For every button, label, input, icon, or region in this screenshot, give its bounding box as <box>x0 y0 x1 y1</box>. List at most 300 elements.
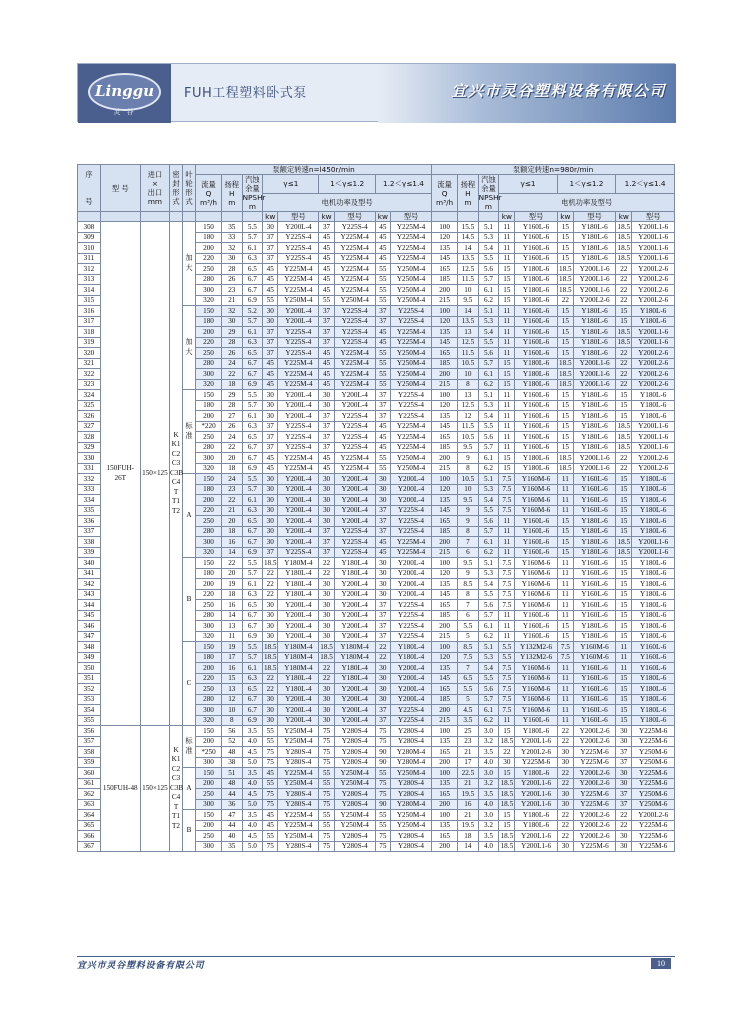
cell-g1-kw-980: 11 <box>499 390 515 401</box>
cell-g2-kw-980: 15 <box>557 442 573 453</box>
cell-g1-kw-1450: 37 <box>263 327 278 338</box>
cell-flow-980: 165 <box>432 516 458 527</box>
cell-npsh-1450: 5.7 <box>242 568 263 579</box>
cell-flow-1450: 220 <box>196 337 222 348</box>
cell-g1-kw-980: 15 <box>499 264 515 275</box>
cell-g3-kw-980: 15 <box>616 526 632 537</box>
cell-seq: 361 <box>78 778 101 789</box>
cell-flow-980: 165 <box>432 684 458 695</box>
cell-g1-type-980: Y180L-6 <box>515 369 557 380</box>
cell-head-980: 10 <box>458 285 479 296</box>
cell-flow-1450: 180 <box>196 400 222 411</box>
cell-head-1450: 20 <box>222 516 243 527</box>
cell-g1-kw-1450: 18.5 <box>263 642 277 651</box>
cell-flow-1450: 150 <box>196 768 222 779</box>
cell-npsh-1450: 6.7 <box>242 285 263 296</box>
cell-head-980: 8 <box>458 526 479 537</box>
cell-g1-kw-980: 7.5 <box>499 694 515 705</box>
cell-g3-type-980: Y200L2-6 <box>632 453 675 464</box>
cell-g3-kw-980: 15 <box>616 684 632 695</box>
cell-g3-kw-980: 15 <box>616 610 632 621</box>
cell-g3-type-1450: Y280M-4 <box>390 747 431 758</box>
cell-g1-kw-1450: 37 <box>263 348 278 359</box>
cell-g2-kw-1450: 37 <box>319 526 334 537</box>
cell-g3-type-1450: Y200L-4 <box>390 484 431 495</box>
cell-g3-type-980: Y200L1-6 <box>632 232 675 243</box>
cell-seq: 321 <box>78 358 101 369</box>
cell-flow-980: 185 <box>432 274 458 285</box>
cell-seq: 312 <box>78 264 101 275</box>
cell-flow-1450: 320 <box>196 715 222 726</box>
cell-flow-980: 200 <box>432 453 458 464</box>
cell-flow-1450: 180 <box>196 316 222 327</box>
cell-flow-1450: 300 <box>196 841 222 852</box>
cell-g2-type-980: Y160L-6 <box>573 663 615 674</box>
col-kw: kw <box>499 212 515 222</box>
cell-g1-kw-980: 15 <box>499 369 515 380</box>
cell-impeller: A <box>183 768 196 810</box>
cell-g3-type-1450: Y225M-4 <box>390 421 431 432</box>
cell-npsh-1450: 6.1 <box>242 579 263 590</box>
cell-head-980: 8 <box>458 589 479 600</box>
cell-head-980: 11.5 <box>458 348 479 359</box>
cell-g2-kw-980: 22 <box>557 820 573 831</box>
cell-head-980: 8 <box>458 379 479 390</box>
cell-g1-kw-980: 7.5 <box>499 474 515 485</box>
cell-head-980: 5 <box>458 694 479 705</box>
cell-head-980: 7 <box>458 663 479 674</box>
cell-g2-type-980: Y200L2-6 <box>573 768 615 779</box>
cell-g2-type-1450: Y225M-4 <box>334 453 375 464</box>
cell-model: 150FUH-48 <box>100 726 140 852</box>
cell-g3-kw-980: 22 <box>616 264 632 275</box>
cell-g3-type-1450: Y225M-4 <box>390 547 431 558</box>
footer-company-name: 宜兴市灵谷塑料设备有限公司 <box>77 961 205 971</box>
col-kw: kw <box>263 212 278 222</box>
cell-npsh-980: 6.2 <box>478 631 499 642</box>
cell-g2-type-1450: Y180L-4 <box>334 568 375 579</box>
cell-head-1450: 13 <box>222 684 243 695</box>
cell-g3-kw-980: 18.5 <box>617 243 631 252</box>
cell-g1-kw-980: 11 <box>499 547 515 558</box>
cell-g1-kw-980: 11 <box>499 400 515 411</box>
cell-g2-type-980: Y225M-6 <box>573 757 615 768</box>
cell-flow-980: 165 <box>432 600 458 611</box>
cell-g1-type-980: Y160M-6 <box>515 705 557 716</box>
cell-g2-kw-980: 15 <box>557 327 573 338</box>
cell-g2-kw-1450: 30 <box>319 390 334 401</box>
cell-g1-type-980: Y160L-6 <box>515 306 557 317</box>
cell-head-980: 14 <box>458 243 479 254</box>
cell-flow-980: 165 <box>432 264 458 275</box>
cell-g2-kw-1450: 37 <box>319 337 334 348</box>
cell-g2-type-980: Y180L-6 <box>573 411 615 422</box>
cell-g1-kw-1450: 18.5 <box>263 663 277 672</box>
cell-head-980: 7 <box>458 600 479 611</box>
cell-g3-kw-980: 15 <box>616 484 632 495</box>
cell-g3-kw-980: 18.5 <box>617 537 631 546</box>
cell-g3-kw-980: 18.5 <box>617 548 631 557</box>
cell-npsh-980: 5.7 <box>478 274 499 285</box>
cell-g3-type-1450: Y200L-4 <box>390 558 431 569</box>
cell-g1-type-980: Y180L-6 <box>515 295 557 306</box>
cell-g1-kw-980: 7.5 <box>499 558 515 569</box>
cell-impeller: 标 准 <box>183 726 196 768</box>
cell-g3-type-980: Y180L-6 <box>632 621 675 632</box>
cell-g2-kw-980: 15 <box>557 432 573 443</box>
cell-npsh-980: 5.4 <box>478 579 499 590</box>
cell-g3-kw-1450: 30 <box>375 684 390 695</box>
cell-g2-kw-1450: 75 <box>319 747 334 758</box>
cell-g1-kw-980: 11 <box>499 610 515 621</box>
cell-g2-type-1450: Y180L-4 <box>334 663 375 674</box>
cell-g3-type-1450: Y250M-4 <box>390 348 431 359</box>
cell-flow-980: 135 <box>432 820 458 831</box>
cell-impeller: B <box>183 810 196 852</box>
cell-seq: 324 <box>78 390 101 401</box>
cell-g3-kw-1450: 75 <box>375 726 390 737</box>
cell-npsh-980: 5.4 <box>478 411 499 422</box>
cell-g3-kw-1450: 30 <box>375 579 390 590</box>
cell-g2-kw-1450: 22 <box>319 558 334 569</box>
cell-g3-kw-980: 22 <box>616 358 632 369</box>
cell-g2-kw-1450: 30 <box>319 631 334 642</box>
cell-head-980: 10.5 <box>458 432 479 443</box>
cell-g2-type-1450: Y225M-4 <box>334 369 375 380</box>
cell-g2-type-980: Y160L-6 <box>573 484 615 495</box>
cell-npsh-1450: 6.1 <box>242 411 263 422</box>
cell-g3-type-1450: Y225M-4 <box>390 222 431 233</box>
cell-g2-type-1450: Y200L-4 <box>334 715 375 726</box>
cell-g2-type-1450: Y225S-4 <box>334 337 375 348</box>
cell-g2-type-1450: Y200L-4 <box>334 474 375 485</box>
cell-g1-type-1450: Y225M-4 <box>278 810 319 821</box>
cell-g1-type-1450: Y225M-4 <box>278 379 319 390</box>
cell-g3-type-980: Y225M-6 <box>632 841 675 852</box>
cell-g3-kw-980: 15 <box>616 411 632 422</box>
table-row <box>78 222 675 233</box>
cell-g3-type-980: Y180L-6 <box>632 474 675 485</box>
cell-g1-kw-1450: 37 <box>263 432 278 443</box>
cell-flow-1450: 300 <box>196 799 222 810</box>
cell-g3-kw-980: 22 <box>616 348 632 359</box>
header-banner <box>378 64 676 123</box>
cell-g2-kw-1450: 30 <box>319 579 334 590</box>
cell-npsh-1450: 6.5 <box>242 684 263 695</box>
cell-g2-type-980: Y160L-6 <box>573 600 615 611</box>
cell-flow-980: 100 <box>432 726 458 737</box>
cell-g3-type-1450: Y225S-4 <box>390 516 431 527</box>
cell-g2-type-980: Y180L-6 <box>573 337 615 348</box>
cell-g2-kw-980: 11 <box>557 568 573 579</box>
cell-head-980: 12.5 <box>458 264 479 275</box>
cell-g1-type-980: Y180L-6 <box>515 379 557 390</box>
cell-seq: 313 <box>78 274 101 285</box>
cell-g2-type-980: Y160M-6 <box>573 642 615 653</box>
cell-npsh-1450: 6.7 <box>242 610 263 621</box>
cell-impeller: A <box>183 474 196 558</box>
cell-g1-kw-1450: 30 <box>263 600 278 611</box>
cell-g2-type-1450: Y280S-4 <box>334 726 375 737</box>
cell-seq: 363 <box>78 799 101 810</box>
cell-npsh-1450: 6.7 <box>242 537 263 548</box>
cell-g2-type-980: Y200L2-6 <box>573 831 615 842</box>
cell-g3-type-980: Y180L-6 <box>632 715 675 726</box>
cell-g2-type-1450: Y250M-4 <box>334 778 375 789</box>
cell-g1-type-980: Y160M-6 <box>515 579 557 590</box>
cell-head-1450: 22 <box>222 495 243 506</box>
cell-head-1450: 8 <box>222 715 243 726</box>
cell-head-980: 22.5 <box>458 768 479 779</box>
cell-head-980: 18 <box>458 831 479 842</box>
cell-g2-type-980: Y180L-6 <box>573 537 615 548</box>
cell-npsh-1450: 6.7 <box>242 358 263 369</box>
cell-g1-type-1450: Y225M-4 <box>278 768 319 779</box>
cell-g3-kw-980: 30 <box>616 768 632 779</box>
cell-g2-kw-1450: 30 <box>319 621 334 632</box>
cell-g1-kw-1450: 75 <box>263 789 278 800</box>
cell-g3-kw-1450: 55 <box>375 369 390 380</box>
cell-g1-kw-980: 18.5 <box>500 800 514 809</box>
cell-seq: 319 <box>78 337 101 348</box>
cell-head-1450: 22 <box>222 369 243 380</box>
cell-g2-kw-1450: 30 <box>319 715 334 726</box>
cell-g2-type-980: Y200L1-6 <box>573 358 615 369</box>
cell-g3-kw-1450: 30 <box>375 663 390 674</box>
cell-flow-980: 215 <box>432 715 458 726</box>
cell-g1-type-980: Y160L-6 <box>515 390 557 401</box>
cell-flow-1450: 280 <box>196 442 222 453</box>
cell-flow-980: 185 <box>432 610 458 621</box>
cell-seq: 343 <box>78 589 101 600</box>
cell-g1-kw-1450: 30 <box>263 306 278 317</box>
cell-g1-type-1450: Y200L-4 <box>278 390 319 401</box>
cell-g3-kw-980: 30 <box>616 726 632 737</box>
cell-g1-kw-980: 15 <box>499 726 515 737</box>
cell-npsh-1450: 6.1 <box>242 243 263 254</box>
cell-flow-1450: 250 <box>196 684 222 695</box>
cell-g3-kw-1450: 37 <box>375 516 390 527</box>
cell-g1-kw-980: 5.5 <box>499 652 515 663</box>
col-type: 型号 <box>390 212 431 222</box>
cell-g3-type-1450: Y225M-4 <box>390 442 431 453</box>
cell-g3-kw-980: 15 <box>616 568 632 579</box>
cell-g2-type-1450: Y225M-4 <box>334 463 375 474</box>
cell-g1-type-980: Y160L-6 <box>515 327 557 338</box>
cell-g1-kw-980: 18.5 <box>500 737 514 746</box>
cell-g1-type-1450: Y225S-4 <box>278 232 319 243</box>
cell-npsh-980: 5.4 <box>478 243 499 254</box>
cell-g1-type-1450: Y225M-4 <box>278 369 319 380</box>
cell-g1-type-1450: Y200L-4 <box>278 306 319 317</box>
header-blank <box>222 212 243 222</box>
cell-g1-type-1450: Y200L-4 <box>278 411 319 422</box>
cell-g2-type-1450: Y280S-4 <box>334 799 375 810</box>
cell-g1-type-1450: Y200L-4 <box>278 495 319 506</box>
cell-g2-type-980: Y160L-6 <box>573 474 615 485</box>
cell-g1-kw-1450: 45 <box>263 820 278 831</box>
cell-g2-kw-1450: 30 <box>319 505 334 516</box>
col-type: 型号 <box>573 212 615 222</box>
cell-g3-type-1450: Y225S-4 <box>390 411 431 422</box>
cell-g1-type-980: Y160M-6 <box>515 663 557 674</box>
cell-g3-kw-980: 11 <box>616 663 632 674</box>
cell-g1-kw-1450: 45 <box>263 264 278 275</box>
cell-g1-type-1450: Y225S-4 <box>278 327 319 338</box>
cell-npsh-1450: 5.5 <box>242 642 263 653</box>
cell-npsh-980: 6.1 <box>478 369 499 380</box>
cell-g2-type-980: Y225M-6 <box>573 799 615 810</box>
cell-flow-1450: 200 <box>196 411 222 422</box>
cell-g3-kw-1450: 30 <box>375 673 390 684</box>
cell-g3-kw-1450: 45 <box>375 243 390 254</box>
cell-g3-kw-980: 15 <box>616 400 632 411</box>
cell-npsh-980: 6.2 <box>478 463 499 474</box>
cell-g1-type-1450: Y180L-4 <box>278 673 319 684</box>
cell-g3-type-980: Y180L-6 <box>632 589 675 600</box>
cell-flow-980: 135 <box>432 778 458 789</box>
cell-g1-type-980: Y160L-6 <box>515 621 557 632</box>
cell-g1-kw-980: 11 <box>499 421 515 432</box>
cell-flow-1450: 180 <box>196 484 222 495</box>
cell-npsh-980: 3.5 <box>478 831 499 842</box>
cell-g1-type-980: Y160M-6 <box>515 568 557 579</box>
cell-head-1450: 38 <box>222 757 243 768</box>
cell-g2-kw-1450: 75 <box>319 757 334 768</box>
cell-g3-type-1450: Y225S-4 <box>390 610 431 621</box>
cell-head-980: 9.5 <box>458 442 479 453</box>
cell-g2-type-980: Y200L2-6 <box>573 295 615 306</box>
cell-flow-980: 185 <box>432 526 458 537</box>
cell-g2-type-1450: Y200L-4 <box>334 694 375 705</box>
cell-npsh-980: 5.4 <box>478 327 499 338</box>
cell-g3-type-980: Y200L1-6 <box>632 547 675 558</box>
cell-g2-type-980: Y180L-6 <box>573 400 615 411</box>
cell-flow-980: 165 <box>432 789 458 800</box>
cell-flow-980: 100 <box>432 558 458 569</box>
cell-g1-kw-1450: 30 <box>263 411 278 422</box>
cell-flow-1450: 300 <box>196 621 222 632</box>
cell-impeller: C <box>183 642 196 726</box>
cell-g3-type-980: Y200L2-6 <box>632 369 675 380</box>
cell-npsh-1450: 6.5 <box>242 516 263 527</box>
cell-g3-kw-980: 11 <box>616 642 632 653</box>
cell-g1-type-980: Y160M-6 <box>515 589 557 600</box>
cell-g2-kw-1450: 18.5 <box>320 653 333 662</box>
cell-g3-kw-1450: 30 <box>375 474 390 485</box>
cell-g2-type-980: Y180L-6 <box>573 253 615 264</box>
cell-npsh-980: 3.5 <box>478 747 499 758</box>
cell-g2-type-980: Y160L-6 <box>573 558 615 569</box>
cell-g1-kw-1450: 75 <box>263 799 278 810</box>
cell-g2-type-1450: Y180M-4 <box>334 642 375 653</box>
cell-flow-1450: 200 <box>196 579 222 590</box>
cell-g1-type-980: Y200L1-6 <box>515 831 557 842</box>
cell-g1-kw-1450: 30 <box>263 631 278 642</box>
cell-g3-kw-980: 18.5 <box>617 222 631 231</box>
cell-g3-type-1450: Y250M-4 <box>390 379 431 390</box>
cell-head-980: 17 <box>458 757 479 768</box>
cell-g1-type-980: Y160M-6 <box>515 558 557 569</box>
cell-flow-980: 185 <box>432 358 458 369</box>
cell-flow-980: 145 <box>432 337 458 348</box>
cell-impeller: 标 准 <box>183 390 196 474</box>
cell-npsh-980: 6.1 <box>478 537 499 548</box>
cell-flow-1450: 280 <box>196 274 222 285</box>
cell-npsh-980: 5.1 <box>478 390 499 401</box>
cell-g1-type-980: Y160L-6 <box>515 232 557 243</box>
cell-npsh-980: 5.5 <box>478 253 499 264</box>
cell-seq: 350 <box>78 663 101 674</box>
cell-impeller: 加 大 <box>183 222 196 306</box>
cell-flow-1450: 300 <box>196 705 222 716</box>
cell-g1-type-1450: Y200L-4 <box>278 600 319 611</box>
cell-npsh-1450: 5.7 <box>242 316 263 327</box>
cell-g3-kw-1450: 55 <box>375 463 390 474</box>
cell-g2-kw-980: 15 <box>557 516 573 527</box>
cell-flow-980: 145 <box>432 253 458 264</box>
cell-g2-kw-980: 11 <box>557 673 573 684</box>
cell-g2-kw-980: 15 <box>557 243 573 254</box>
cell-npsh-1450: 4.5 <box>242 789 263 800</box>
cell-npsh-980: 5.6 <box>478 432 499 443</box>
cell-g2-type-1450: Y200L-4 <box>334 400 375 411</box>
cell-impeller: B <box>183 558 196 642</box>
cell-head-980: 13 <box>458 327 479 338</box>
cell-flow-980: 100 <box>432 306 458 317</box>
cell-g2-kw-980: 15 <box>557 400 573 411</box>
cell-g1-type-980: Y160L-6 <box>515 411 557 422</box>
cell-flow-1450: 200 <box>196 327 222 338</box>
cell-head-980: 11.5 <box>458 274 479 285</box>
cell-g3-type-1450: Y225S-4 <box>390 600 431 611</box>
cell-g3-kw-1450: 45 <box>375 253 390 264</box>
cell-g2-kw-980: 11 <box>557 715 573 726</box>
cell-npsh-1450: 6.7 <box>242 369 263 380</box>
cell-g3-kw-1450: 75 <box>375 831 390 842</box>
cell-flow-980: 145 <box>432 673 458 684</box>
cell-npsh-980: 3.2 <box>478 736 499 747</box>
cell-g2-type-980: Y200L1-6 <box>573 369 615 380</box>
cell-flow-1450: 320 <box>196 463 222 474</box>
cell-g3-kw-1450: 30 <box>375 484 390 495</box>
cell-g2-type-980: Y180L-6 <box>573 327 615 338</box>
cell-g1-type-980: Y180L-6 <box>515 768 557 779</box>
cell-g2-kw-1450: 37 <box>319 537 334 548</box>
cell-head-980: 9.5 <box>458 558 479 569</box>
cell-g3-kw-980: 15 <box>616 516 632 527</box>
cell-head-1450: 20 <box>222 453 243 464</box>
cell-npsh-1450: 5.7 <box>242 232 263 243</box>
cell-head-1450: 11 <box>222 631 243 642</box>
cell-g1-type-1450: Y200L-4 <box>278 505 319 516</box>
cell-g2-type-980: Y160L-6 <box>573 589 615 600</box>
cell-g2-type-1450: Y280S-4 <box>334 757 375 768</box>
cell-g2-type-1450: Y250M-4 <box>334 810 375 821</box>
cell-flow-980: 200 <box>432 841 458 852</box>
cell-seq: 352 <box>78 684 101 695</box>
cell-head-980: 6 <box>458 547 479 558</box>
cell-flow-1450: 180 <box>196 652 222 663</box>
page-number: 10 <box>651 958 671 969</box>
col-flow-980: 流量 Q m³/h <box>432 175 458 212</box>
cell-g1-kw-980: 15 <box>499 453 515 464</box>
cell-g3-type-1450: Y225S-4 <box>390 306 431 317</box>
cell-g2-kw-1450: 75 <box>319 841 334 852</box>
cell-seq: 333 <box>78 484 101 495</box>
header-motor-980: 电机功率及型号 <box>499 193 675 212</box>
cell-g1-kw-1450: 30 <box>263 505 278 516</box>
